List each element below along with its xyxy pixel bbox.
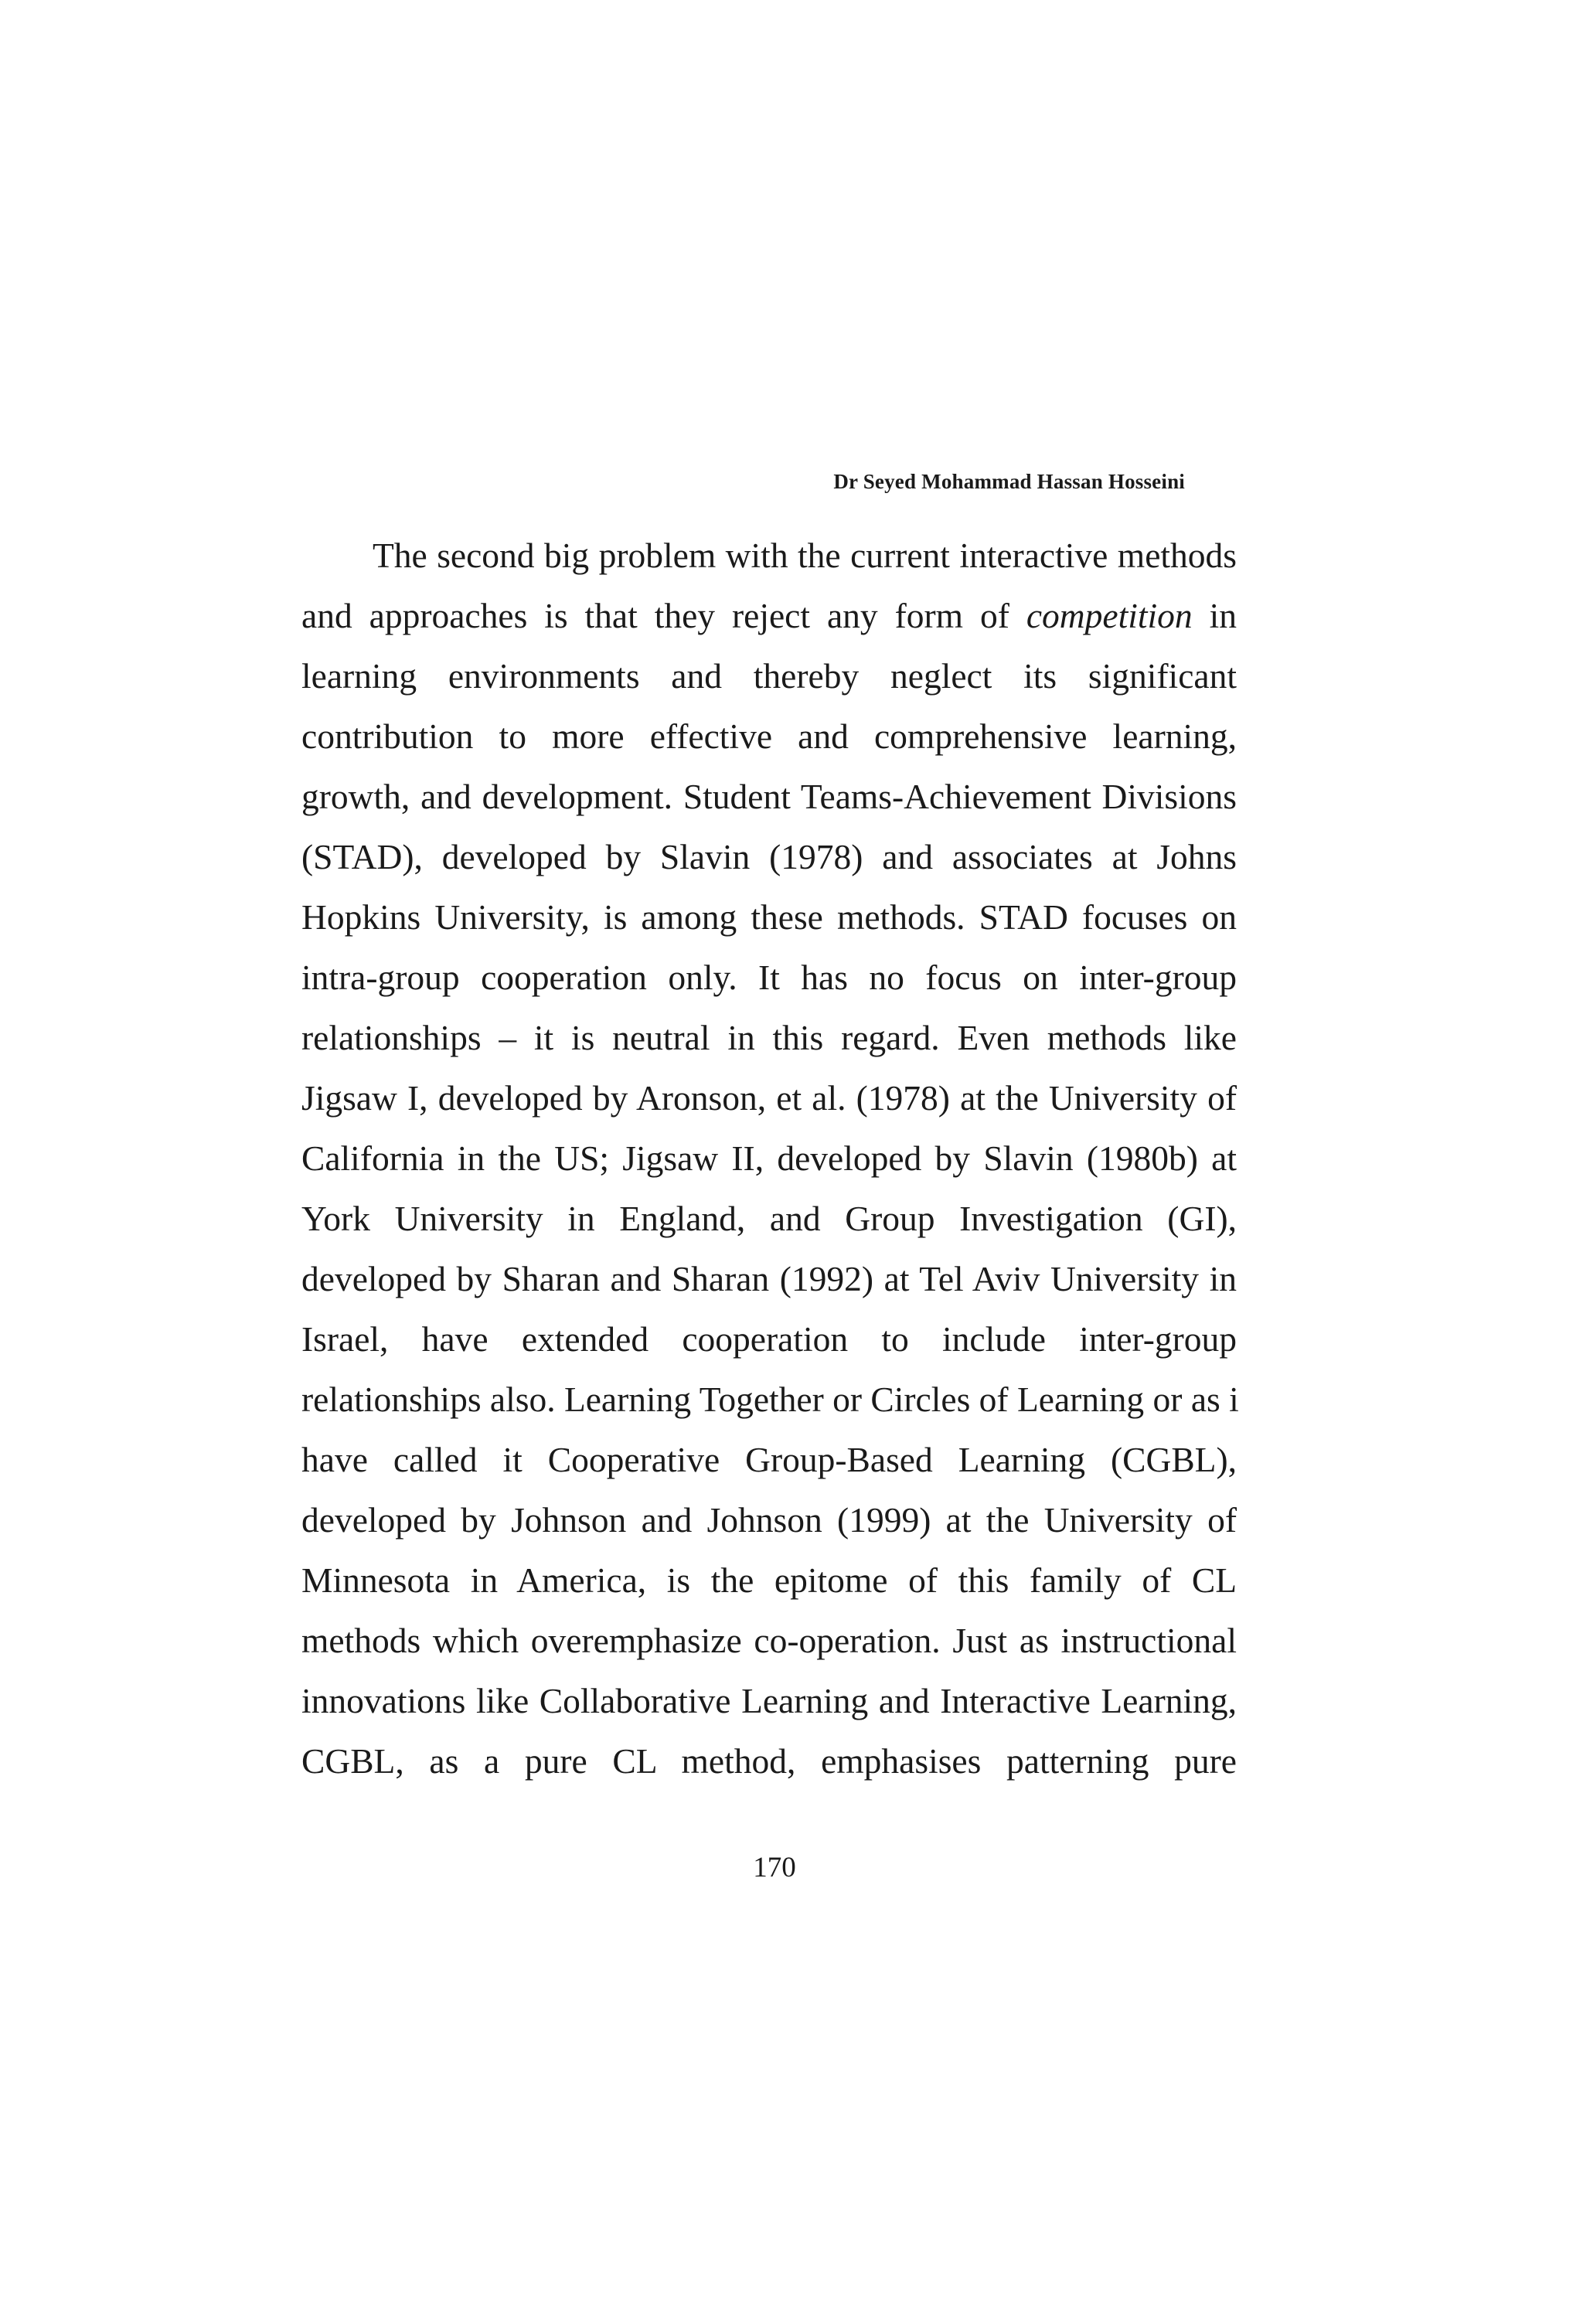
text-line: contribution to more effective and comprehensive learning, xyxy=(301,716,1237,756)
text-line: developed by Johnson and Johnson (1999) at the University of xyxy=(301,1500,1237,1540)
text-line: growth, and development. Student Teams-Achievement Divisions xyxy=(301,777,1237,816)
text-line: York University in England, and Group Investigation (GI), xyxy=(301,1199,1237,1238)
text-line: methods which overemphasize co-operation. Just as instructional xyxy=(301,1621,1237,1660)
text-line: Hopkins University, is among these methods. STAD focuses on xyxy=(301,897,1237,937)
text-line: relationships – it is neutral in this regard. Even methods like xyxy=(301,1018,1237,1057)
body-paragraph xyxy=(301,526,1237,1791)
page-number: 170 xyxy=(753,1852,796,1883)
text-line: The second big problem with the current interactive methods xyxy=(373,536,1237,575)
text-segment: in xyxy=(1192,596,1237,635)
text-line: intra-group cooperation only. It has no focus on inter-group xyxy=(301,958,1237,997)
text-line: innovations like Collaborative Learning and Interactive Learning, xyxy=(301,1681,1237,1720)
text-line: developed by Sharan and Sharan (1992) at Tel Aviv University in xyxy=(301,1259,1237,1298)
text-line: learning environments and thereby neglect its significant xyxy=(301,656,1237,696)
text-line: Israel, have extended cooperation to include inter-group xyxy=(301,1319,1237,1359)
text-line xyxy=(301,586,1237,646)
text-line: relationships also. Learning Together or Circles of Learning or as i xyxy=(301,1380,1239,1419)
text-line: have called it Cooperative Group-Based Learning (CGBL), xyxy=(301,1440,1237,1479)
running-header: Dr Seyed Mohammad Hassan Hosseini xyxy=(833,470,1185,493)
text-line: (STAD), developed by Slavin (1978) and associates at Johns xyxy=(301,837,1237,876)
text-line: California in the US; Jigsaw II, developed by Slavin (1980b) at xyxy=(301,1138,1237,1178)
text-segment: and approaches is that they reject any form of xyxy=(301,596,1026,635)
text-line: CGBL, as a pure CL method, emphasises patterning pure xyxy=(301,1741,1237,1781)
text-line: Jigsaw I, developed by Aronson, et al. (1978) at the University of xyxy=(301,1078,1237,1118)
text-line: Minnesota in America, is the epitome of this family of CL xyxy=(301,1560,1237,1600)
emphasized-word: competition xyxy=(1026,596,1193,635)
